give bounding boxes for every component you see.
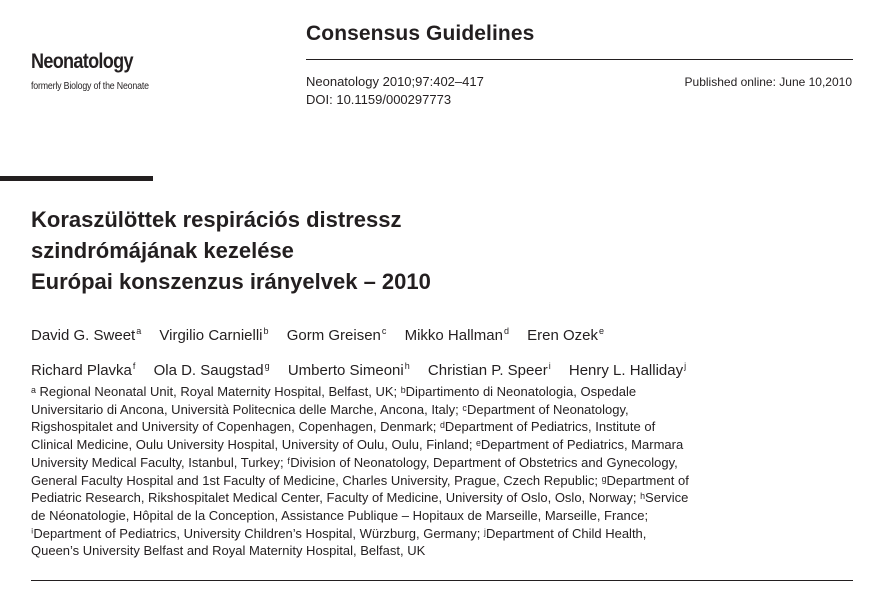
affiliations-block — [31, 383, 861, 560]
header-rule — [306, 59, 853, 60]
published-date: Published online: June 10,2010 — [684, 75, 852, 89]
affiliation-line: ⁱDepartment of Pediatrics, University Children’s Hospital, Würzburg, Germany; ʲDepartment of Child Health, — [31, 525, 647, 541]
affiliation-line: de Néonatologie, Hôpital de la Conception, Assistance Publique – Hopitaux de Marseille, Marseille, France; — [31, 507, 649, 523]
section-heading: Consensus Guidelines — [306, 22, 535, 45]
author-list — [31, 316, 861, 386]
author-line-1 — [31, 316, 861, 351]
author: Gorm Greisen$^c$ — [286, 326, 387, 344]
affiliation-line: Pediatric Research, Rikshospitalet Medical Center, Faculty of Medicine, University of Oslo, Oslo, Norway; ʰService — [31, 490, 689, 506]
citation-block — [306, 73, 484, 109]
author: Christian P. Speer$^i$ — [427, 361, 551, 379]
author: Eren Ozek$^e$ — [527, 326, 605, 344]
author: Mikko Hallman$^d$ — [404, 326, 509, 344]
author: Richard Plavka$^f$ — [31, 361, 136, 379]
title-line: szindrómájának kezelése — [31, 238, 294, 263]
affiliation-line: ᵃ Regional Neonatal Unit, Royal Maternity Hospital, Belfast, UK; ᵇDipartimento di Neonatologia, Ospedale — [31, 384, 637, 399]
author: Umberto Simeoni$^h$ — [287, 361, 410, 379]
affiliation-line: Queen’s University Belfast and Royal Maternity Hospital, Belfast, UK — [31, 543, 426, 559]
author: Henry L. Halliday$^j$ — [568, 361, 687, 379]
affiliation-line: University Medical Faculty, Istanbul, Turkey; ᶠDivision of Neonatology, Department of Obstetrics and Gynecology, — [31, 454, 678, 470]
journal-name: Neonatology — [31, 50, 133, 73]
doi-text: DOI: 10.1159/000297773 — [306, 92, 452, 107]
title-line: Európai konszenzus irányelvek – 2010 — [31, 269, 431, 294]
title-divider-bar — [0, 176, 153, 181]
title-line: Koraszülöttek respirációs distressz — [31, 207, 402, 232]
affiliation-line: Clinical Medicine, Oulu University Hospital, University of Oulu, Oulu, Finland; ᵉDepartment of Pediatrics, Marmara — [31, 437, 684, 453]
citation-text: Neonatology 2010;97:402–417 — [306, 74, 484, 89]
author: Ola D. Saugstad$^g$ — [153, 361, 270, 379]
journal-formerly-note: formerly Biology of the Neonate — [31, 81, 149, 92]
bottom-rule — [31, 580, 853, 581]
article-title — [31, 204, 431, 297]
author: Virgilio Carnielli$^b$ — [159, 326, 269, 344]
affiliation-line: Universitario di Ancona, Università Politecnica delle Marche, Ancona, Italy; ᶜDepartment of Neonatology, — [31, 401, 629, 417]
author: David G. Sweet$^a$ — [31, 326, 142, 344]
author-line-2 — [31, 351, 861, 386]
affiliation-line: General Faculty Hospital and 1st Faculty of Medicine, Charles University, Prague, Czech Republic; ᵍDepartment of — [31, 472, 689, 488]
affiliation-line: Rigshospitalet and University of Copenhagen, Copenhagen, Denmark; ᵈDepartment of Pediatrics, Institute of — [31, 419, 656, 435]
